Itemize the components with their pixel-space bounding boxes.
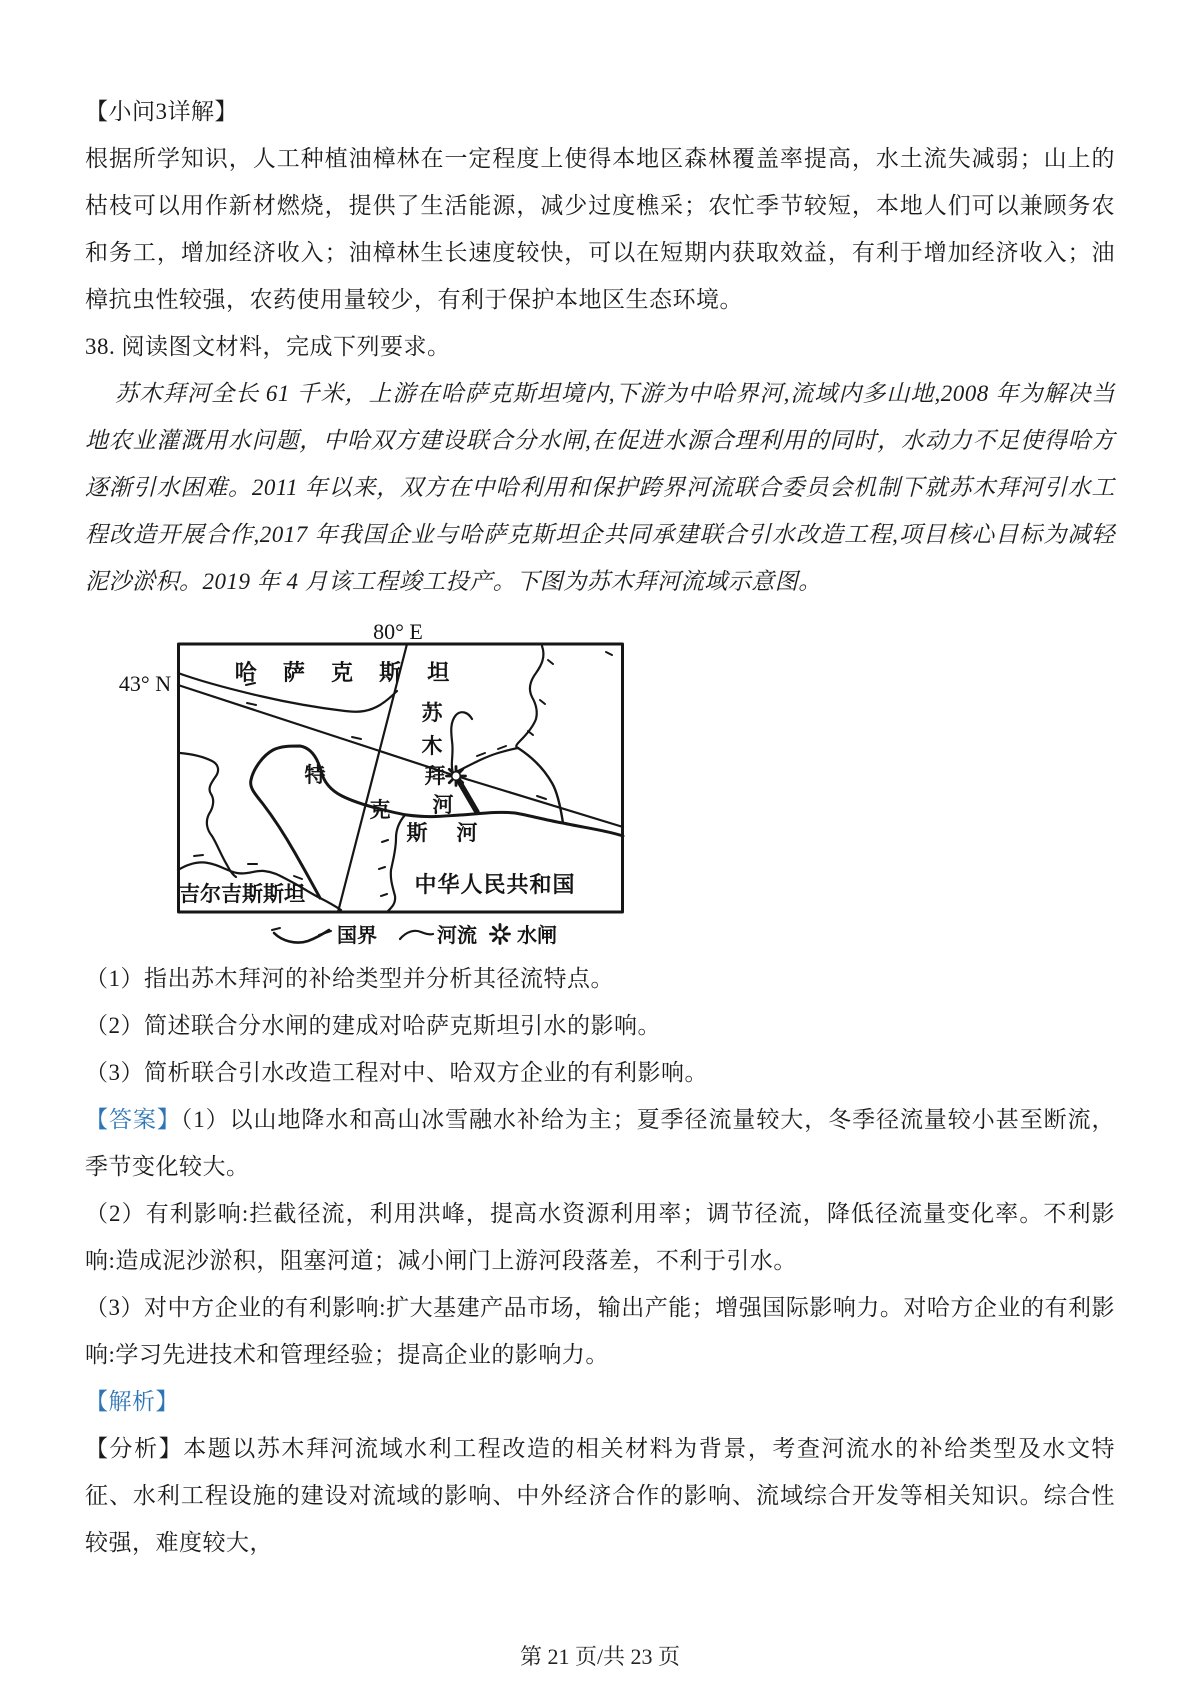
sluice-gate-icon [447,767,466,786]
border-tick-dashes [194,652,612,896]
subquestion-2: （2）简述联合分水闸的建成对哈萨克斯坦引水的影响。 [85,1013,661,1038]
sumubai-river-label [422,702,454,817]
svg-text:拜: 拜 [424,765,446,788]
legend-sluice-symbol [491,925,510,944]
sumubai-basin-map [100,605,660,955]
svg-text:克: 克 [369,799,391,822]
answer-part3: （3）对中方企业的有利影响:扩大基建产品市场，输出产能；增强国际影响力。对哈方企业的有利影响:学习先进技术和管理经验；提高企业的影响力。 [85,1295,1115,1367]
question38-intro: 38. 阅读图文材料，完成下列要求。 [85,334,451,359]
right-river-lower [518,748,563,823]
country-label-kyrgyzstan: 吉尔吉斯斯坦 [179,883,305,906]
svg-text:特: 特 [304,764,326,787]
legend-border-label: 国界 [337,925,377,947]
explain3-body: 根据所学知识，人工种植油樟林在一定程度上使得本地区森林覆盖率提高，水土流失减弱；山上的枯枝可以用作新材燃烧，提供了生活能源，减少过度樵采；农忙季节较短，本地人们可以兼顾务农和务工，增加经济收入；油樟林生长速度较快，可以在短期内获取效益，有利于增加经济收入；油樟抗虫性较强，农药使用量较少，有利于保护本地区生态环境。 [85,146,1115,312]
map-figure [100,605,1115,955]
question38-material: 苏木拜河全长 61 千米，上游在哈萨克斯坦境内,下游为中哈界河,流域内多山地,2008 年为解决当地农业灌溉用水问题，中哈双方建设联合分水闸,在促进水源合理利用的同时，水动力不足使得哈方逐渐引水困难。2011 年以来，双方在中哈利用和保护跨界河流联合委员会机制下就苏木拜河引水工程改造开展合作,2017 年我国企业与哈萨克斯坦企共同承建联合引水改造工程,项目核心目标为减轻泥沙淤积。2019 年 4 月该工程竣工投产。下图为苏木拜河流域示意图。 [85,381,1115,594]
legend-sluice-label: 水闸 [517,925,557,947]
subquestion-3: （3）简析联合引水改造工程对中、哈双方企业的有利影响。 [85,1060,708,1085]
sumubai-river [451,712,472,773]
answer-part1 [85,1096,1115,1190]
svg-text:木: 木 [421,735,443,758]
legend-river-label: 河流 [437,925,477,947]
legend-border-symbol [272,928,331,943]
answer-part1-text: （1）以山地降水和高山冰雪融水补给为主；夏季径流量较大，冬季径流量较小甚至断流，季节变化较大。 [85,1107,1116,1179]
answer-label: 【答案】 [85,1107,181,1132]
country-label-kazakhstan: 哈 萨 克 斯 坦 [234,660,460,685]
left-meander-river [180,753,236,877]
svg-text:河: 河 [456,822,478,845]
page-footer: 第 21 页/共 23 页 [519,1644,681,1669]
svg-text:斯: 斯 [406,822,428,845]
legend-river-symbol [400,931,433,939]
svg-text:苏: 苏 [421,702,443,725]
jiexi-label: 【解析】 [85,1389,179,1414]
explain3-heading: 【小问3详解】 [85,99,238,124]
country-label-china: 中华人民共和国 [414,872,576,897]
fenxi-paragraph: 【分析】本题以苏木拜河流域水利工程改造的相关材料为背景，考查河流水的补给类型及水文特征、水利工程设施的建设对流域的影响、中外经济合作的影响、流域综合开发等相关知识。综合性较强，难度较大， [85,1436,1115,1555]
longitude-label: 80° E [373,619,423,644]
answer-part2: （2）有利影响:拦截径流，利用洪峰，提高水资源利用率；调节径流，降低径流量变化率。不利影响:造成泥沙淤积，阻塞河道；减小闸门上游河段落差，不利于引水。 [85,1201,1115,1273]
border-line [178,685,623,827]
svg-text:河: 河 [432,794,454,817]
latitude-label: 43° N [118,671,172,696]
subquestion-1: （1）指出苏木拜河的补给类型并分析其径流特点。 [85,966,614,991]
map-legend [272,923,557,947]
northeast-channel [458,748,518,771]
south-border-river [387,815,405,912]
